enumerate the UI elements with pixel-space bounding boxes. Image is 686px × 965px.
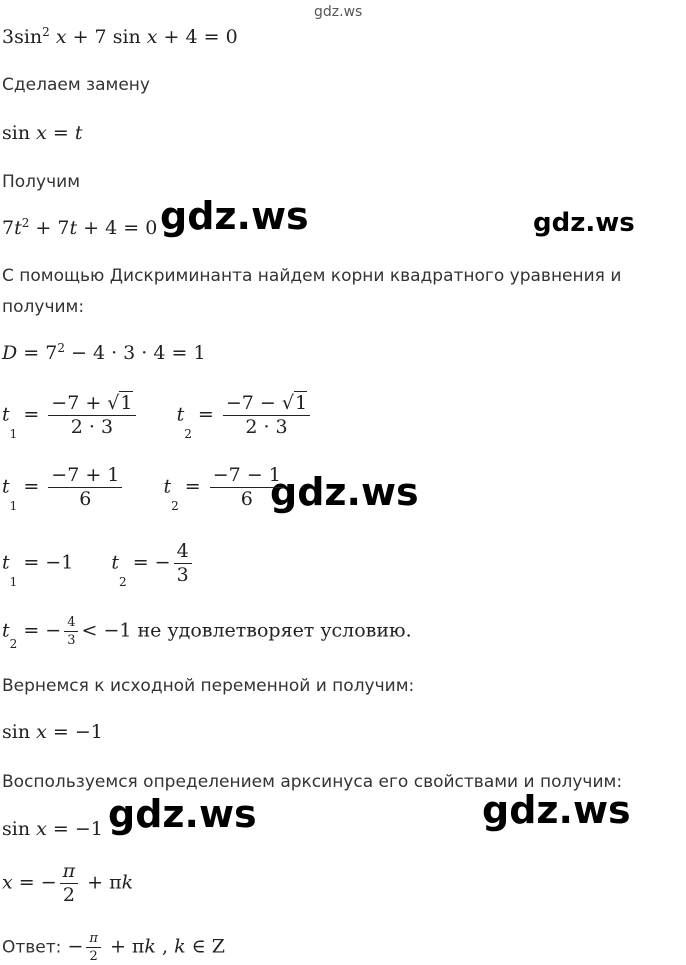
equation-sin-minus-one-2: sin x = −1 bbox=[2, 818, 103, 840]
watermark: gdz.ws bbox=[482, 788, 631, 832]
watermark: gdz.ws bbox=[160, 194, 309, 238]
text-discriminant: С помощью Дискриминанта найдем корни квадратного уравнения и bbox=[2, 266, 622, 286]
watermark: gdz.ws bbox=[270, 470, 419, 514]
equation-x: x = − $\frac{\pi}{2}$ + πk bbox=[2, 860, 134, 906]
equation-condition: $t_2$ = − $\frac{4}{3}$ < −1 не удовлетворяет условию. bbox=[2, 615, 412, 651]
fraction-small-four-thirds: $\frac{4}{3}$ bbox=[64, 616, 78, 647]
equation-roots-sqrt: $t_1$ = $\frac{-7 + √1}{2 \cdot 3}$ $t_2$ = $\frac{-7 - √1}{2 \cdot 3}$ bbox=[2, 394, 313, 437]
equation-roots-numeric: $t_1$ = $\frac{-7 + 1}{6}$ $t_2$ = $\frac{-7 - 1}{6}$ bbox=[2, 466, 287, 509]
text-get: Получим bbox=[2, 172, 81, 192]
fraction-t2: $\frac{-7 - √1}{2 \cdot 3}$ bbox=[223, 394, 310, 437]
equation-substitution: sin x = t bbox=[2, 122, 83, 144]
equation-sin-minus-one: sin x = −1 bbox=[2, 721, 103, 743]
equation-quadratic: $7t^2 + 7t + 4 = 0$ bbox=[2, 216, 158, 239]
text-discriminant-cont: получим: bbox=[2, 297, 85, 317]
fraction-t1-simplified: $\frac{-7 + 1}{6}$ bbox=[48, 466, 122, 509]
answer-line: Ответ: − $\frac{\pi}{2}$ + πk , k ∈ Z bbox=[2, 931, 225, 964]
watermark: gdz.ws bbox=[533, 208, 635, 238]
text-return: Вернемся к исходной переменной и получим: bbox=[2, 676, 415, 696]
equation-discriminant: $D = 7^2 - 4 \cdot 3 \cdot 4 = 1$ bbox=[2, 341, 206, 364]
equation-roots-final: $t_1 = -1$ $t_2$ = − $\frac{4}{3}$ bbox=[2, 542, 195, 585]
watermark: gdz.ws bbox=[108, 792, 257, 836]
fraction-t1: $\frac{-7 + √1}{2 \cdot 3}$ bbox=[48, 394, 135, 437]
fraction-answer-pi-over-two: $\frac{\pi}{2}$ bbox=[86, 932, 101, 963]
watermark-top: gdz.ws bbox=[314, 4, 363, 20]
text-arcsin: Воспользуемся определением арксинуса его свойствами и получим: bbox=[2, 772, 623, 792]
fraction-four-thirds: $\frac{4}{3}$ bbox=[174, 542, 192, 585]
text-substitution: Сделаем замену bbox=[2, 75, 150, 95]
fraction-t2-simplified: $\frac{-7 - 1}{6}$ bbox=[210, 466, 284, 509]
equation-original: $3\sin^2$ x + 7 sin x + 4 = 0 bbox=[2, 25, 238, 48]
fraction-pi-over-two: $\frac{\pi}{2}$ bbox=[60, 862, 79, 905]
